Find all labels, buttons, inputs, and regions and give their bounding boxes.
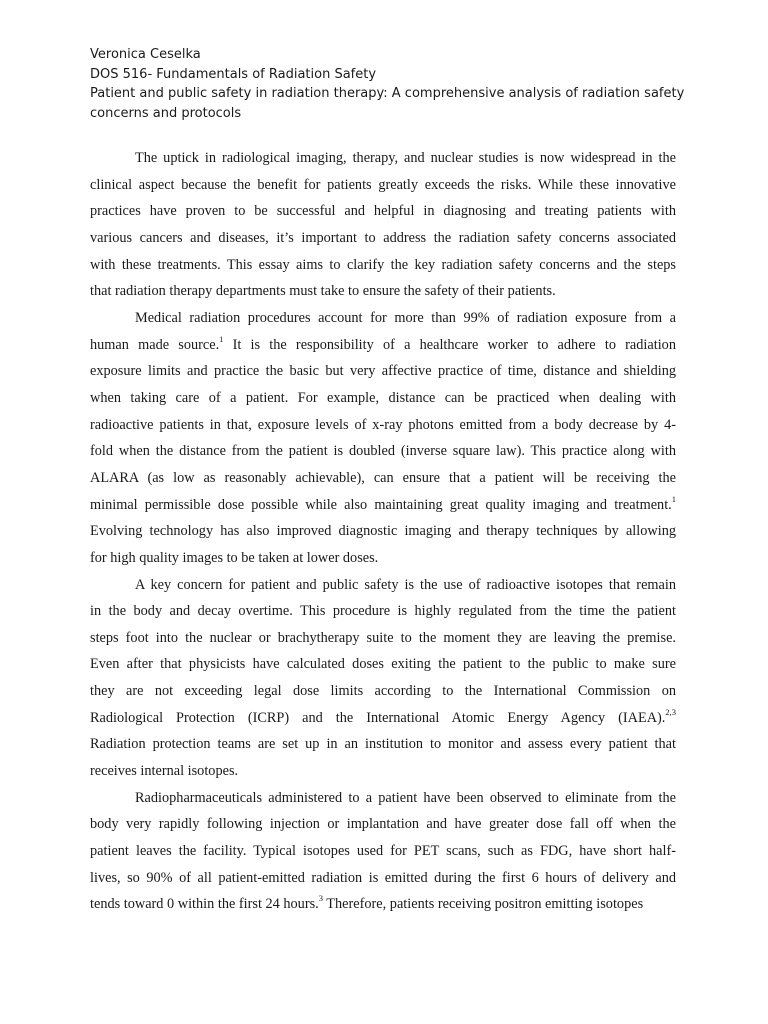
line-text: Radiation protection teams are set up in an institution to monitor and assess every patient that	[90, 736, 676, 753]
essay-body	[90, 145, 676, 918]
line-text: clinical aspect because the benefit for patients greatly exceeds the risks. While these innovative	[90, 176, 676, 193]
text-line	[90, 278, 676, 305]
text-line	[90, 785, 676, 812]
body-paragraph	[90, 145, 676, 305]
line-text: steps foot into the nuclear or brachytherapy suite to the moment they are leaving the premise.	[90, 629, 676, 646]
text-line	[90, 332, 676, 359]
text-line	[90, 705, 676, 732]
text-line	[90, 492, 676, 519]
line-text-continued: It is the responsibility of a healthcare worker to adhere to radiation	[223, 336, 676, 353]
text-line	[90, 465, 676, 492]
line-text: lives, so 90% of all patient-emitted radiation is emitted during the first 6 hours of delivery and	[90, 869, 676, 886]
line-text: in the body and decay overtime. This procedure is highly regulated from the time the patient	[90, 603, 676, 620]
citation-superscript: 3	[318, 893, 323, 904]
text-line	[90, 518, 676, 545]
text-line	[90, 865, 676, 892]
text-line	[90, 545, 676, 572]
body-paragraph	[90, 785, 676, 918]
line-text: human made source.	[90, 336, 220, 353]
line-text: The uptick in radiological imaging, therapy, and nuclear studies is now widespread in the	[135, 150, 676, 166]
text-line	[90, 598, 676, 625]
line-text: radioactive patients in that, exposure levels of x-ray photons emitted from a body decrease by 4-	[90, 416, 676, 433]
line-text: A key concern for patient and public safety is the use of radioactive isotopes that remain	[135, 576, 676, 593]
text-line	[90, 731, 676, 758]
text-line	[90, 438, 676, 465]
line-text: Even after that physicists have calculated doses exiting the patient to the public to make sure	[90, 656, 676, 673]
line-text: Radiological Protection (ICRP) and the International Atomic Energy Agency (IAEA).	[90, 709, 666, 726]
text-line	[90, 385, 676, 412]
line-text-continued: Therefore, patients receiving positron emitting isotopes	[322, 896, 644, 913]
line-text: Evolving technology has also improved diagnostic imaging and therapy techniques by allowing	[90, 523, 676, 540]
citation-superscript: 1	[671, 493, 676, 504]
line-text: for high quality images to be taken at lower doses.	[90, 549, 379, 566]
text-line	[90, 651, 676, 678]
text-line	[90, 891, 676, 918]
document-header	[90, 45, 690, 123]
line-text: exposure limits and practice the basic but very affective practice of time, distance and shielding	[90, 363, 676, 380]
body-paragraph	[90, 572, 676, 785]
text-line	[90, 838, 676, 865]
text-line	[90, 572, 676, 599]
line-text: fold when the distance from the patient is doubled (inverse square law). This practice along with	[90, 443, 676, 460]
text-line	[90, 758, 676, 785]
line-text: minimal permissible dose possible while also maintaining great quality imaging and treatment.	[90, 496, 672, 513]
line-text: that radiation therapy departments must take to ensure the safety of their patients.	[90, 283, 556, 300]
citation-superscript: 1	[219, 333, 224, 344]
text-line	[90, 678, 676, 705]
line-text: ALARA (as low as reasonably achievable), can ensure that a patient will be receiving the	[90, 469, 676, 486]
line-text: Radiopharmaceuticals administered to a patient have been observed to eliminate from the	[135, 789, 676, 806]
citation-superscript: 2,3	[665, 706, 676, 717]
body-paragraph	[90, 305, 676, 572]
text-line	[90, 412, 676, 439]
line-text: with these treatments. This essay aims to clarify the key radiation safety concerns and the steps	[90, 256, 676, 273]
line-text: they are not exceeding legal dose limits according to the International Commission on	[90, 683, 676, 700]
line-text: when taking care of a patient. For example, distance can be practiced when dealing with	[90, 389, 676, 406]
line-text: receives internal isotopes.	[90, 763, 239, 780]
text-line	[90, 252, 676, 279]
text-line	[90, 305, 676, 332]
text-line	[90, 625, 676, 652]
text-line	[90, 145, 676, 172]
course-name: DOS 516- Fundamentals of Radiation Safety	[90, 66, 377, 82]
line-text: Medical radiation procedures account for more than 99% of radiation exposure from a	[135, 309, 676, 326]
text-line	[90, 811, 676, 838]
text-line	[90, 358, 676, 385]
essay-title: Patient and public safety in radiation therapy: A comprehensive analysis of radiation safety concerns and protocols	[90, 86, 685, 121]
line-text: tends toward 0 within the first 24 hours.	[90, 896, 319, 913]
text-line	[90, 225, 676, 252]
line-text: practices have proven to be successful and helpful in diagnosing and treating patients with	[90, 203, 676, 220]
author-name: Veronica Ceselka	[90, 47, 201, 62]
line-text: patient leaves the facility. Typical isotopes used for PET scans, such as FDG, have short half-	[90, 843, 676, 860]
text-line	[90, 198, 676, 225]
line-text: body very rapidly following injection or implantation and have greater dose fall off when the	[90, 816, 676, 833]
line-text: various cancers and diseases, it’s important to address the radiation safety concerns associated	[90, 229, 676, 246]
text-line	[90, 172, 676, 199]
